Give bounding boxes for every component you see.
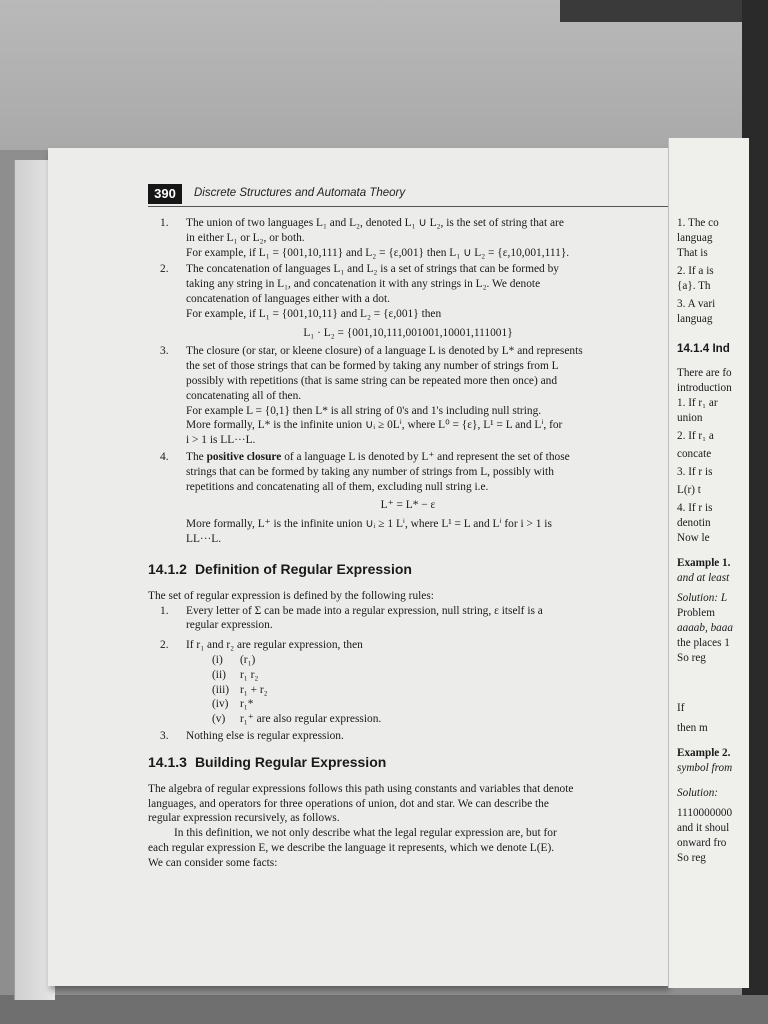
right-page-line: 3. A vari [677, 298, 716, 310]
text-line: The concatenation of languages L₁ and L₂ is a set of strings that can be formed by [186, 263, 559, 276]
right-page-line: 1. The co [677, 217, 719, 229]
right-page-line: and at least [677, 572, 730, 584]
left-page [48, 148, 668, 986]
text-line: concatenation of languages either with a dot. [186, 292, 391, 305]
text-fragment: The [186, 450, 207, 463]
text-line: languages, and operators for three operations of union, dot and star. We can describe the [148, 797, 549, 810]
text-line: i > 1 is LL···L. [186, 434, 256, 447]
roman-item [186, 683, 668, 698]
right-page-line: introduction [677, 382, 732, 394]
background-top [0, 0, 768, 150]
text-line: If r₁ and r₂ are regular expression, then [186, 639, 363, 652]
right-page-line: So reg [677, 852, 706, 864]
roman-numeral: (v) [212, 713, 226, 726]
text-line: For example L = {0,1} then L* is all string of 0's and 1's including null string. [186, 404, 542, 417]
rule-1 [148, 604, 668, 634]
text-line [186, 450, 668, 465]
roman-numeral: (i) [212, 653, 223, 666]
roman-numeral: (iii) [212, 683, 230, 696]
right-page-line: the places 1 [677, 637, 730, 649]
roman-text: r₁ r₂ [240, 668, 259, 681]
right-page-line: Now le [677, 532, 710, 544]
text-line: regular expression recursively, as follows. [148, 812, 340, 825]
bold-term: positive closure [206, 450, 282, 463]
roman-item [186, 712, 668, 727]
roman-numeral: (iv) [212, 698, 229, 711]
item-number: 4. [160, 450, 169, 463]
text-line: concatenating all of then. [186, 389, 302, 402]
roman-item [186, 668, 668, 683]
text-line: each regular expression E, we describe the language it represents, which we denote L(E). [148, 841, 555, 854]
text-fragment: of a language L is denoted by L⁺ and represent the set of those [281, 450, 570, 463]
right-page-line: languag [677, 232, 713, 244]
text-line: In this definition, we not only describe what the legal regular expression are, but for [174, 827, 557, 840]
section-heading-regular-expression [148, 561, 668, 577]
right-page-line: onward fro [677, 837, 727, 849]
section-number: 14.1.2 [148, 560, 187, 577]
text-line: regular expression. [186, 619, 273, 632]
text-line: More formally, L⁺ is the infinite union ∪ᵢ ≥ 1 Lⁱ, where L¹ = L and Lⁱ for i > 1 is [186, 518, 552, 531]
page-body [148, 216, 668, 870]
roman-item [186, 697, 668, 712]
right-page-line: That is [677, 247, 708, 259]
right-page-line: then m [677, 722, 708, 734]
text-line: The union of two languages L₁ and L₂, denoted L₁ ∪ L₂, is the set of string that are [186, 217, 564, 229]
list-item-union [148, 216, 668, 260]
right-page-line: 1110000000 [677, 807, 733, 819]
item-number: 3. [160, 345, 169, 358]
right-page-line: concate [677, 448, 712, 460]
item-number: 2. [160, 639, 169, 652]
right-page-line: There are fo [677, 367, 732, 379]
text-line: possibly with repetitions (that is same string can be repeated more then once) and [186, 374, 558, 387]
page-number: 390 [148, 184, 182, 204]
section-title: Definition of Regular Expression [194, 560, 412, 577]
right-page-line: If [677, 702, 685, 714]
text-line: The closure (or star, or kleene closure) of a language L is denoted by L* and represents [186, 345, 583, 358]
section-intro: The set of regular expression is defined by the following rules: [148, 589, 434, 602]
background-bottom [0, 995, 768, 1024]
right-page-line: {a}. Th [677, 280, 711, 292]
text-line: LL···L. [186, 532, 222, 545]
right-page-line: 3. If r is [677, 466, 713, 478]
text-line: For example, if L₁ = {001,10,11} and L₂ = {ε,001} then [186, 307, 442, 320]
right-page [668, 138, 749, 988]
item-number: 1. [160, 217, 169, 229]
right-page-line: 1. If r₁ ar [677, 397, 718, 409]
roman-text: (r₁) [240, 653, 256, 666]
section-heading-building-regular-expression [148, 754, 668, 770]
item-number: 1. [160, 604, 169, 617]
right-page-line: 2. If a is [677, 265, 714, 277]
list-item-positive-closure [148, 450, 668, 547]
running-header [148, 184, 668, 207]
right-page-line: Example 1. [677, 557, 731, 569]
header-title: Discrete Structures and Automata Theory [194, 187, 406, 199]
rule-3 [148, 729, 668, 744]
right-page-line: Solution: L [677, 592, 728, 604]
text-line: taking any string in L₁, and concatenation it with any strings in L₂. We denote [186, 278, 541, 291]
rule-2 [148, 638, 668, 727]
text-line: Nothing else is regular expression. [186, 729, 344, 742]
roman-text: r₁* [240, 698, 254, 711]
roman-text: r₁⁺ are also regular expression. [240, 713, 382, 726]
right-page-line: Solution: [677, 787, 719, 799]
text-line: More formally, L* is the infinite union ∪ᵢ ≥ 0Lⁱ, where L⁰ = {ε}, L¹ = L and Lⁱ, for [186, 419, 563, 432]
text-line: repetitions and concatenating all of them, excluding null string i.e. [186, 480, 489, 493]
formula-concatenation: L₁ · L₂ = {001,10,111,001001,10001,111001} [303, 326, 513, 339]
right-page-line: L(r) t [677, 484, 701, 496]
right-page-line: denotin [677, 517, 711, 529]
right-page-line: Problem [677, 607, 715, 619]
background-top-strip [560, 0, 768, 22]
text-line: We can consider some facts: [148, 856, 278, 869]
item-number: 3. [160, 729, 169, 742]
roman-numeral: (ii) [212, 668, 226, 681]
right-page-line: and it shoul [677, 822, 730, 834]
right-page-line: aaaab, baaa [677, 622, 733, 634]
text-line: Every letter of Σ can be made into a regular expression, null string, ε itself is a [186, 604, 543, 617]
right-page-line: 4. If r is [677, 502, 713, 514]
text-line: The algebra of regular expressions follows this path using constants and variables that denote [148, 782, 574, 795]
item-number: 2. [160, 263, 169, 276]
list-item-closure [148, 344, 668, 448]
roman-item [186, 653, 668, 668]
text-line: strings that can be formed by taking any number of strings from L, possibly with [186, 465, 554, 478]
right-page-line: union [677, 412, 703, 424]
text-line: For example, if L₁ = {001,10,111} and L₂ = {ε,001} then L₁ ∪ L₂ = {ε,10,001,111}. [186, 246, 570, 259]
text-line: in either L₁ or L₂, or both. [186, 231, 305, 244]
roman-text: r₁ + r₂ [240, 683, 268, 696]
right-page-line: languag [677, 313, 713, 325]
section-title: Building Regular Expression [194, 753, 387, 770]
right-page-line: So reg [677, 652, 706, 664]
list-item-concatenation [148, 262, 668, 340]
right-page-line: Example 2. [677, 747, 731, 759]
right-page-line: symbol from [677, 762, 733, 774]
formula-positive-closure: L⁺ = L* − ε [380, 499, 436, 512]
text-line: the set of those strings that can be formed by taking any number of strings from L [186, 360, 559, 373]
section-number: 14.1.3 [148, 753, 187, 770]
right-page-line: 2. If r₁ a [677, 430, 714, 442]
right-page-line: 14.1.4 Ind [677, 342, 730, 355]
